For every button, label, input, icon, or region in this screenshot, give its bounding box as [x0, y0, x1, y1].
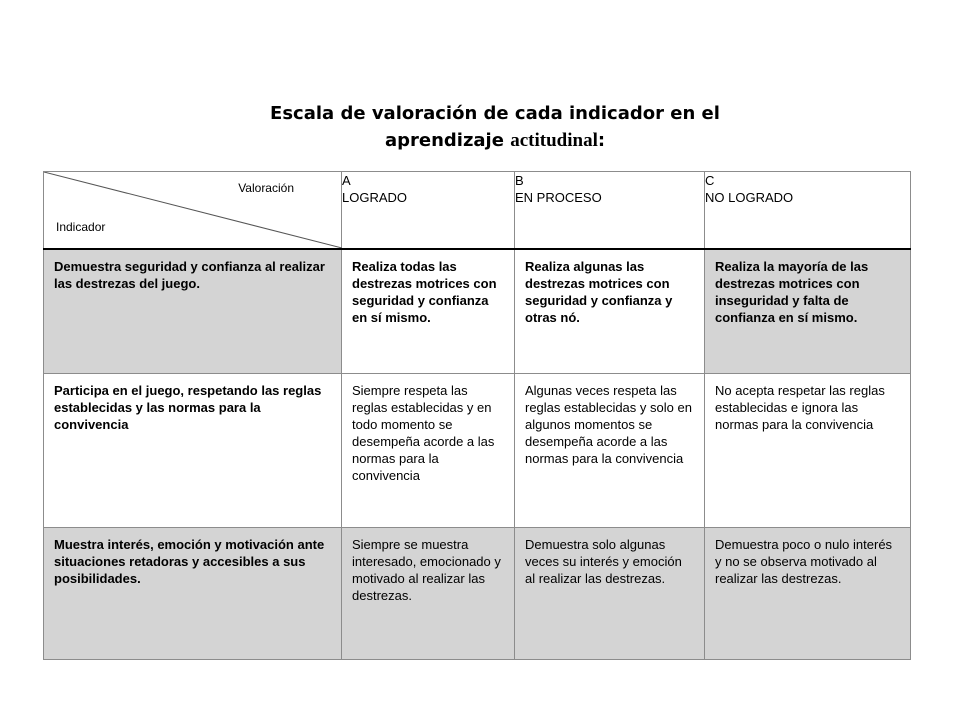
title-line-2-suffix: : — [597, 130, 606, 151]
title-emphasis: actitudinal — [510, 130, 598, 151]
grade-label: EN PROCESO — [515, 190, 602, 205]
rating-scale-table — [43, 171, 911, 660]
indicador-label: Indicador — [56, 220, 106, 234]
diagonal-header-cell — [44, 172, 342, 250]
diagonal-divider-line — [44, 172, 342, 248]
grade-letter: C — [705, 173, 715, 188]
title-line-2-prefix: aprendizaje — [384, 130, 511, 151]
grade-letter: A — [342, 173, 351, 188]
valoracion-label: Valoración — [238, 181, 294, 195]
grade-b-cell: Realiza algunas las destrezas motrices con seguridad y confianza y otras nó. — [515, 249, 705, 374]
grade-a-cell: Siempre se muestra interesado, emocionado y motivado al realizar las destrezas. — [342, 528, 515, 660]
grade-letter: B — [515, 173, 524, 188]
grade-b-cell: Algunas veces respeta las reglas establecidas y solo en algunos momentos se desempeña acorde a las normas para la convivencia — [515, 374, 705, 528]
title-line-1: Escala de valoración de cada indicador en el — [270, 103, 720, 124]
grade-c-cell: Demuestra poco o nulo interés y no se observa motivado al realizar las destrezas. — [705, 528, 911, 660]
grade-b-cell: Demuestra solo algunas veces su interés y emoción al realizar las destrezas. — [515, 528, 705, 660]
grade-a-cell: Realiza todas las destrezas motrices con seguridad y confianza en sí mismo. — [342, 249, 515, 374]
grade-c-cell: No acepta respetar las reglas establecidas e ignora las normas para la convivencia — [705, 374, 911, 528]
page-title — [0, 100, 960, 154]
header-row — [44, 172, 911, 250]
grade-label: LOGRADO — [342, 190, 408, 205]
grade-header-b — [515, 172, 705, 250]
table-row — [44, 528, 911, 660]
grade-c-cell: Realiza la mayoría de las destrezas motrices con inseguridad y falta de confianza en sí mismo. — [705, 249, 911, 374]
indicator-cell: Participa en el juego, respetando las reglas establecidas y las normas para la convivencia — [44, 374, 342, 528]
grade-label: NO LOGRADO — [705, 190, 794, 205]
indicator-cell: Demuestra seguridad y confianza al realizar las destrezas del juego. — [44, 249, 342, 374]
table-row — [44, 374, 911, 528]
table-row — [44, 249, 911, 374]
indicator-cell: Muestra interés, emoción y motivación ante situaciones retadoras y accesibles a sus posibilidades. — [44, 528, 342, 660]
grade-header-a — [342, 172, 515, 250]
title-line-2 — [0, 127, 960, 154]
grade-a-cell: Siempre respeta las reglas establecidas y en todo momento se desempeña acorde a las normas para la convivencia — [342, 374, 515, 528]
grade-header-c — [705, 172, 911, 250]
